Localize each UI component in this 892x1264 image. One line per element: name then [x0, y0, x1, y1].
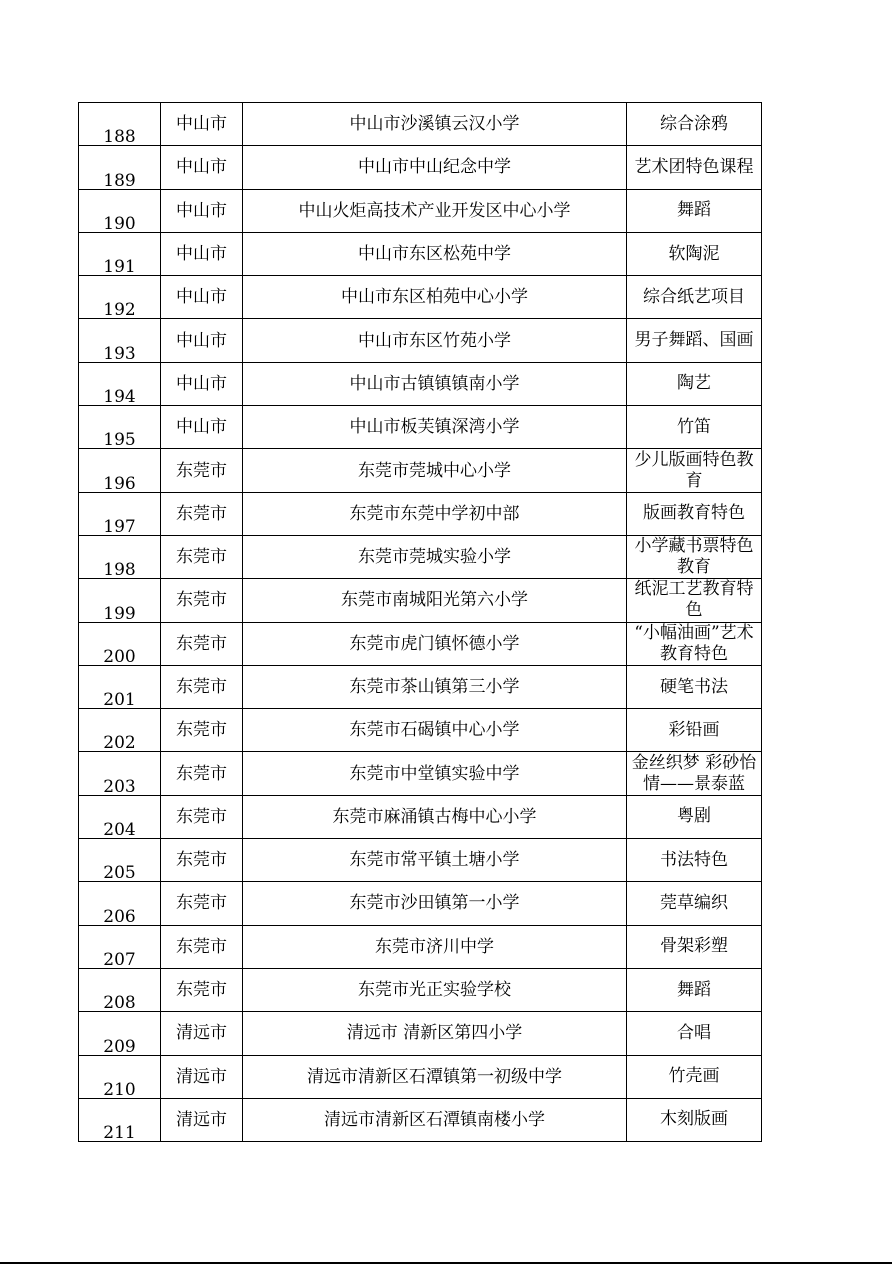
table-row: [79, 146, 762, 189]
row-number: 190: [103, 213, 136, 233]
feature-text: 合唱: [677, 1022, 711, 1043]
row-number-cell: [79, 579, 161, 622]
table-row: [79, 752, 762, 795]
city-cell: 东莞市: [161, 535, 243, 578]
city-cell: 东莞市: [161, 665, 243, 708]
feature-text: 舞蹈: [677, 979, 711, 1000]
row-number-cell: [79, 665, 161, 708]
row-number: 204: [103, 820, 136, 839]
feature-cell: [627, 189, 762, 232]
table-row: [79, 839, 762, 882]
row-number: 205: [103, 863, 136, 882]
school-name-cell: 中山市古镇镇镇南小学: [243, 362, 627, 405]
feature-cell: [627, 622, 762, 665]
feature-text: “小幅油画”艺术教育特色: [634, 622, 754, 664]
city-cell: 中山市: [161, 189, 243, 232]
row-number-cell: [79, 362, 161, 405]
table-row: [79, 622, 762, 665]
row-number: 192: [103, 300, 136, 319]
feature-text: 竹壳画: [668, 1066, 720, 1087]
city-cell: 东莞市: [161, 795, 243, 838]
feature-cell: [627, 925, 762, 968]
row-number: 203: [103, 776, 136, 796]
feature-text: 粤剧: [677, 806, 711, 827]
city-cell: 东莞市: [161, 492, 243, 535]
feature-text: 木刻版画: [660, 1109, 728, 1130]
feature-text: 竹笛: [677, 416, 711, 437]
row-number-cell: [79, 276, 161, 319]
feature-cell: [627, 362, 762, 405]
row-number: 194: [103, 387, 136, 406]
city-cell: 清远市: [161, 1012, 243, 1055]
table-row: [79, 103, 762, 146]
row-number-cell: [79, 622, 161, 665]
row-number-cell: [79, 709, 161, 752]
table-row: [79, 232, 762, 275]
row-number: 200: [103, 646, 136, 666]
table-row: [79, 665, 762, 708]
feature-text: 彩铅画: [668, 719, 720, 740]
feature-cell: [627, 449, 762, 492]
city-cell: 东莞市: [161, 449, 243, 492]
feature-cell: [627, 535, 762, 578]
school-name-cell: 中山火炬高技术产业开发区中心小学: [243, 189, 627, 232]
row-number-cell: [79, 795, 161, 838]
feature-text: 少儿版画特色教育: [634, 449, 754, 491]
feature-cell: [627, 492, 762, 535]
city-cell: 中山市: [161, 146, 243, 189]
table-row: [79, 319, 762, 362]
feature-text: 综合涂鸦: [660, 113, 728, 134]
feature-cell: [627, 406, 762, 449]
row-number: 208: [103, 993, 136, 1012]
table-row: [79, 406, 762, 449]
row-number: 202: [103, 733, 136, 752]
row-number: 206: [103, 906, 136, 926]
row-number: 193: [103, 343, 136, 363]
city-cell: 东莞市: [161, 882, 243, 925]
table-row: [79, 1012, 762, 1055]
row-number-cell: [79, 882, 161, 925]
school-name-cell: 东莞市虎门镇怀德小学: [243, 622, 627, 665]
school-name-cell: 东莞市莞城实验小学: [243, 535, 627, 578]
table-row: [79, 449, 762, 492]
school-list-table: [78, 102, 762, 1142]
school-name-cell: 清远市 清新区第四小学: [243, 1012, 627, 1055]
row-number: 210: [103, 1079, 136, 1099]
city-cell: 东莞市: [161, 839, 243, 882]
row-number: 191: [103, 257, 136, 276]
feature-text: 综合纸艺项目: [643, 286, 745, 307]
feature-cell: [627, 319, 762, 362]
row-number: 207: [103, 949, 136, 969]
feature-text: 硬笔书法: [660, 676, 728, 697]
row-number-cell: [79, 103, 161, 146]
row-number-cell: [79, 406, 161, 449]
feature-text: 骨架彩塑: [660, 936, 728, 957]
table-body: [79, 103, 762, 1142]
table-row: [79, 925, 762, 968]
city-cell: 中山市: [161, 362, 243, 405]
feature-cell: [627, 1012, 762, 1055]
table-row: [79, 1098, 762, 1141]
school-name-cell: 东莞市沙田镇第一小学: [243, 882, 627, 925]
city-cell: 清远市: [161, 1055, 243, 1098]
city-cell: 东莞市: [161, 579, 243, 622]
feature-text: 陶艺: [677, 373, 711, 394]
city-cell: 东莞市: [161, 925, 243, 968]
city-cell: 中山市: [161, 319, 243, 362]
school-name-cell: 清远市清新区石潭镇南楼小学: [243, 1098, 627, 1141]
school-name-cell: 东莞市光正实验学校: [243, 968, 627, 1011]
feature-text: 金丝织梦 彩砂怡情——景泰蓝: [631, 752, 757, 794]
row-number: 197: [103, 516, 136, 536]
city-cell: 东莞市: [161, 968, 243, 1011]
city-cell: 中山市: [161, 232, 243, 275]
school-name-cell: 东莞市茶山镇第三小学: [243, 665, 627, 708]
school-name-cell: 中山市东区柏苑中心小学: [243, 276, 627, 319]
row-number-cell: [79, 1098, 161, 1141]
feature-cell: [627, 146, 762, 189]
table-row: [79, 1055, 762, 1098]
city-cell: 东莞市: [161, 709, 243, 752]
feature-text: 小学藏书票特色教育: [634, 536, 754, 578]
school-name-cell: 中山市中山纪念中学: [243, 146, 627, 189]
city-cell: 东莞市: [161, 622, 243, 665]
school-name-cell: 清远市清新区石潭镇第一初级中学: [243, 1055, 627, 1098]
school-name-cell: 中山市东区松苑中学: [243, 232, 627, 275]
school-name-cell: 东莞市麻涌镇古梅中心小学: [243, 795, 627, 838]
table-row: [79, 709, 762, 752]
row-number: 189: [103, 170, 136, 190]
school-name-cell: 东莞市中堂镇实验中学: [243, 752, 627, 795]
row-number-cell: [79, 189, 161, 232]
row-number: 188: [103, 127, 136, 146]
row-number-cell: [79, 1012, 161, 1055]
city-cell: 中山市: [161, 103, 243, 146]
feature-text: 莞草编织: [660, 892, 728, 913]
row-number: 211: [103, 1123, 136, 1142]
table-row: [79, 579, 762, 622]
row-number-cell: [79, 535, 161, 578]
table-row: [79, 362, 762, 405]
row-number: 209: [103, 1036, 136, 1056]
feature-cell: [627, 1055, 762, 1098]
row-number-cell: [79, 146, 161, 189]
school-name-cell: 中山市板芙镇深湾小学: [243, 406, 627, 449]
feature-cell: [627, 795, 762, 838]
row-number-cell: [79, 492, 161, 535]
feature-text: 书法特色: [660, 849, 728, 870]
school-name-cell: 东莞市莞城中心小学: [243, 449, 627, 492]
city-cell: 中山市: [161, 276, 243, 319]
table-row: [79, 189, 762, 232]
row-number-cell: [79, 319, 161, 362]
school-name-cell: 中山市沙溪镇云汉小学: [243, 103, 627, 146]
feature-cell: [627, 882, 762, 925]
feature-cell: [627, 579, 762, 622]
row-number-cell: [79, 925, 161, 968]
school-name-cell: 东莞市石碣镇中心小学: [243, 709, 627, 752]
feature-cell: [627, 709, 762, 752]
feature-cell: [627, 232, 762, 275]
row-number-cell: [79, 232, 161, 275]
row-number: 196: [103, 473, 136, 493]
city-cell: 东莞市: [161, 752, 243, 795]
row-number: 201: [103, 690, 136, 709]
feature-cell: [627, 1098, 762, 1141]
feature-text: 软陶泥: [668, 243, 720, 264]
feature-cell: [627, 968, 762, 1011]
feature-text: 纸泥工艺教育特色: [634, 579, 754, 621]
feature-cell: [627, 276, 762, 319]
feature-text: 版画教育特色: [643, 503, 745, 524]
table-row: [79, 492, 762, 535]
school-name-cell: 东莞市济川中学: [243, 925, 627, 968]
feature-cell: [627, 103, 762, 146]
table-row: [79, 968, 762, 1011]
row-number-cell: [79, 752, 161, 795]
feature-text: 艺术团特色课程: [634, 156, 754, 177]
feature-cell: [627, 665, 762, 708]
row-number-cell: [79, 839, 161, 882]
feature-cell: [627, 752, 762, 795]
table-row: [79, 882, 762, 925]
feature-cell: [627, 839, 762, 882]
row-number-cell: [79, 968, 161, 1011]
row-number-cell: [79, 449, 161, 492]
feature-text: 舞蹈: [677, 200, 711, 221]
row-number: 195: [103, 430, 136, 449]
row-number: 199: [103, 603, 136, 623]
row-number-cell: [79, 1055, 161, 1098]
school-name-cell: 东莞市南城阳光第六小学: [243, 579, 627, 622]
feature-text: 男子舞蹈、国画: [634, 330, 754, 351]
table-row: [79, 276, 762, 319]
school-name-cell: 东莞市常平镇土塘小学: [243, 839, 627, 882]
row-number: 198: [103, 560, 136, 579]
table-row: [79, 535, 762, 578]
school-name-cell: 中山市东区竹苑小学: [243, 319, 627, 362]
city-cell: 中山市: [161, 406, 243, 449]
table-row: [79, 795, 762, 838]
city-cell: 清远市: [161, 1098, 243, 1141]
school-name-cell: 东莞市东莞中学初中部: [243, 492, 627, 535]
